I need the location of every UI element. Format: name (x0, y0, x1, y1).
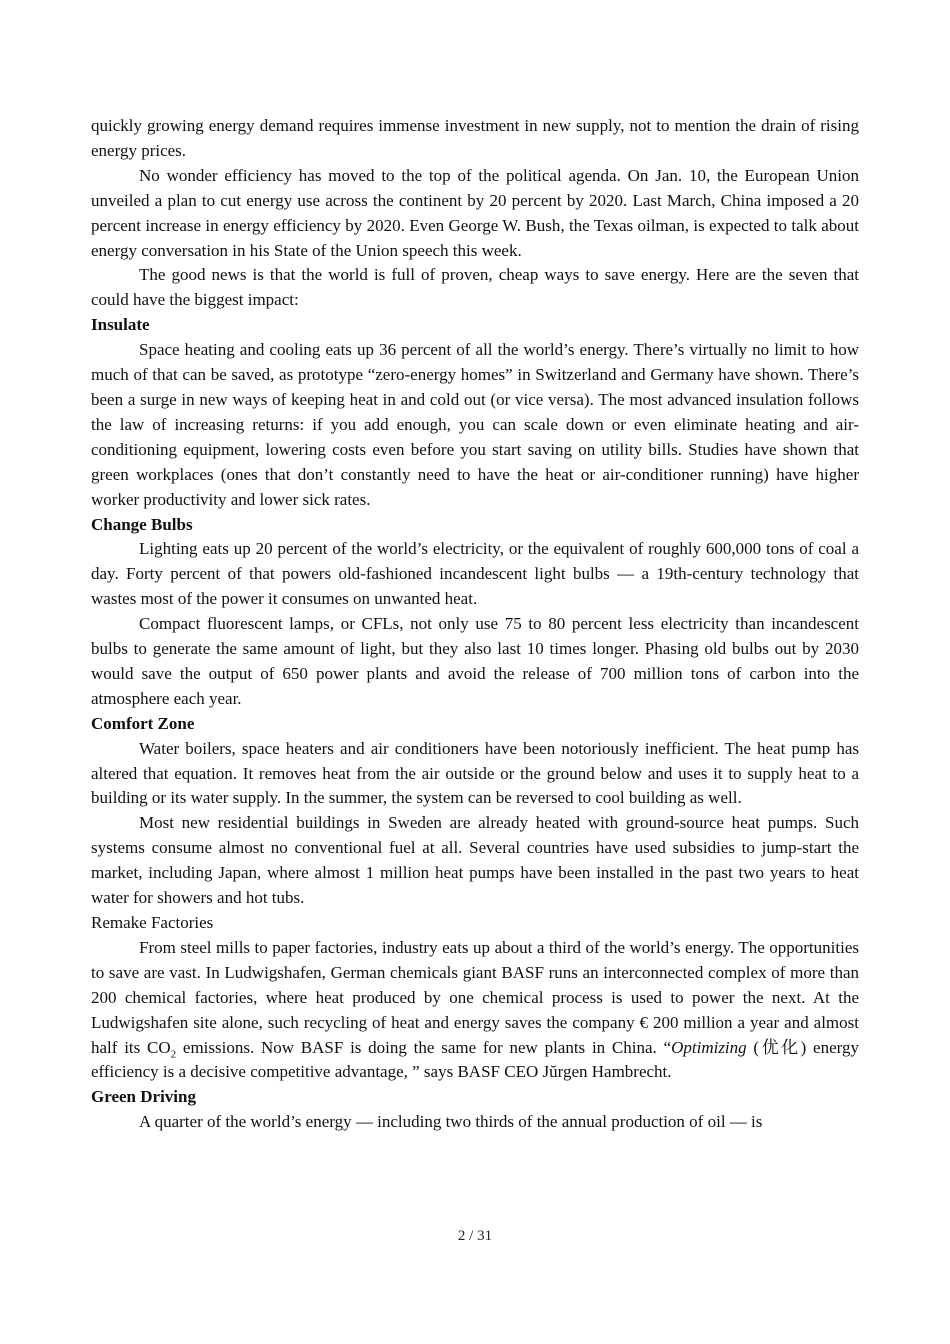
document-body (91, 114, 859, 1135)
emphasis: Optimizing (671, 1037, 747, 1057)
paragraph: The good news is that the world is full of proven, cheap ways to save energy. Here are the seven that could have the biggest impact: (91, 265, 859, 310)
paragraph-text: (优化) energy efficiency is a decisive competitive advantage, ” says BASF CEO Jŭrgen Hambrecht. (91, 1037, 859, 1082)
section-heading: Insulate (91, 315, 150, 335)
paragraph: Space heating and cooling eats up 36 percent of all the world’s energy. There’s virtually no limit to how much of that can be saved, as prototype “zero-energy homes” in Switzerland and Germany have shown. There’s been a surge in new ways of keeping heat in and cold out (or vice versa). The most advanced insulation follows the law of increasing returns: if you add enough, you can scale down or even eliminate heating and air-conditioning equipment, lowering costs even before you start saving on utility bills. Studies have shown that green workplaces (ones that don’t constantly need to have the heat or air-conditioner running) have higher worker productivity and lower sick rates. (91, 340, 859, 509)
paragraph-text: emissions. Now BASF is doing the same for new plants in China. “ (176, 1037, 672, 1057)
paragraph: Compact fluorescent lamps, or CFLs, not only use 75 to 80 percent less electricity than incandescent bulbs to generate the same amount of light, but they also last 10 times longer. Phasing old bulbs out by 2030 would save the output of 650 power plants and avoid the release of 700 million tons of carbon into the atmosphere each year. (91, 614, 859, 708)
section-heading: Comfort Zone (91, 713, 195, 733)
section-heading: Green Driving (91, 1087, 196, 1107)
paragraph: No wonder efficiency has moved to the top of the political agenda. On Jan. 10, the European Union unveiled a plan to cut energy use across the continent by 20 percent by 2020. Last March, China imposed a 20 percent increase in energy efficiency by 2020. Even George W. Bush, the Texas oilman, is expected to talk about energy conversation in his State of the Union speech this week. (91, 165, 859, 260)
section-heading: Change Bulbs (91, 514, 193, 534)
paragraph: A quarter of the world’s energy — including two thirds of the annual production of oil — is (139, 1112, 763, 1132)
paragraph: quickly growing energy demand requires immense investment in new supply, not to mention the drain of rising energy prices. (91, 116, 859, 160)
section-heading: Remake Factories (91, 913, 214, 932)
paragraph-text: From steel mills to paper factories, industry eats up about a third of the world’s energy. The opportunities to save are vast. In Ludwigshafen, German chemicals giant BASF runs an interconnected complex of more than 200 chemical factories, where heat produced by one chemical process is used to power the next. At the Ludwigshafen site alone, such recycling of heat and energy saves the company € 200 million a year and almost half its CO (91, 937, 859, 1057)
subscript: 2 (170, 1047, 177, 1060)
paragraph (91, 936, 859, 1085)
paragraph: Most new residential buildings in Sweden are already heated with ground-source heat pumps. Such systems consume almost no conventional fuel at all. Several countries have used subsidies to jump-start the market, including Japan, where almost 1 million heat pumps have been installed in the past two years to heat water for showers and hot tubs. (91, 813, 859, 908)
paragraph: Lighting eats up 20 percent of the world’s electricity, or the equivalent of roughly 600,000 tons of coal a day. Forty percent of that powers old-fashioned incandescent light bulbs — a 19th-century technology that wastes most of the power it consumes on unwanted heat. (91, 539, 859, 609)
paragraph: Water boilers, space heaters and air conditioners have been notoriously inefficient. The heat pump has altered that equation. It removes heat from the air outside or the ground below and uses it to supply heat to a building or its water supply. In the summer, the system can be reversed to cool building as well. (91, 738, 859, 808)
page-number: 2 / 31 (457, 1228, 493, 1244)
